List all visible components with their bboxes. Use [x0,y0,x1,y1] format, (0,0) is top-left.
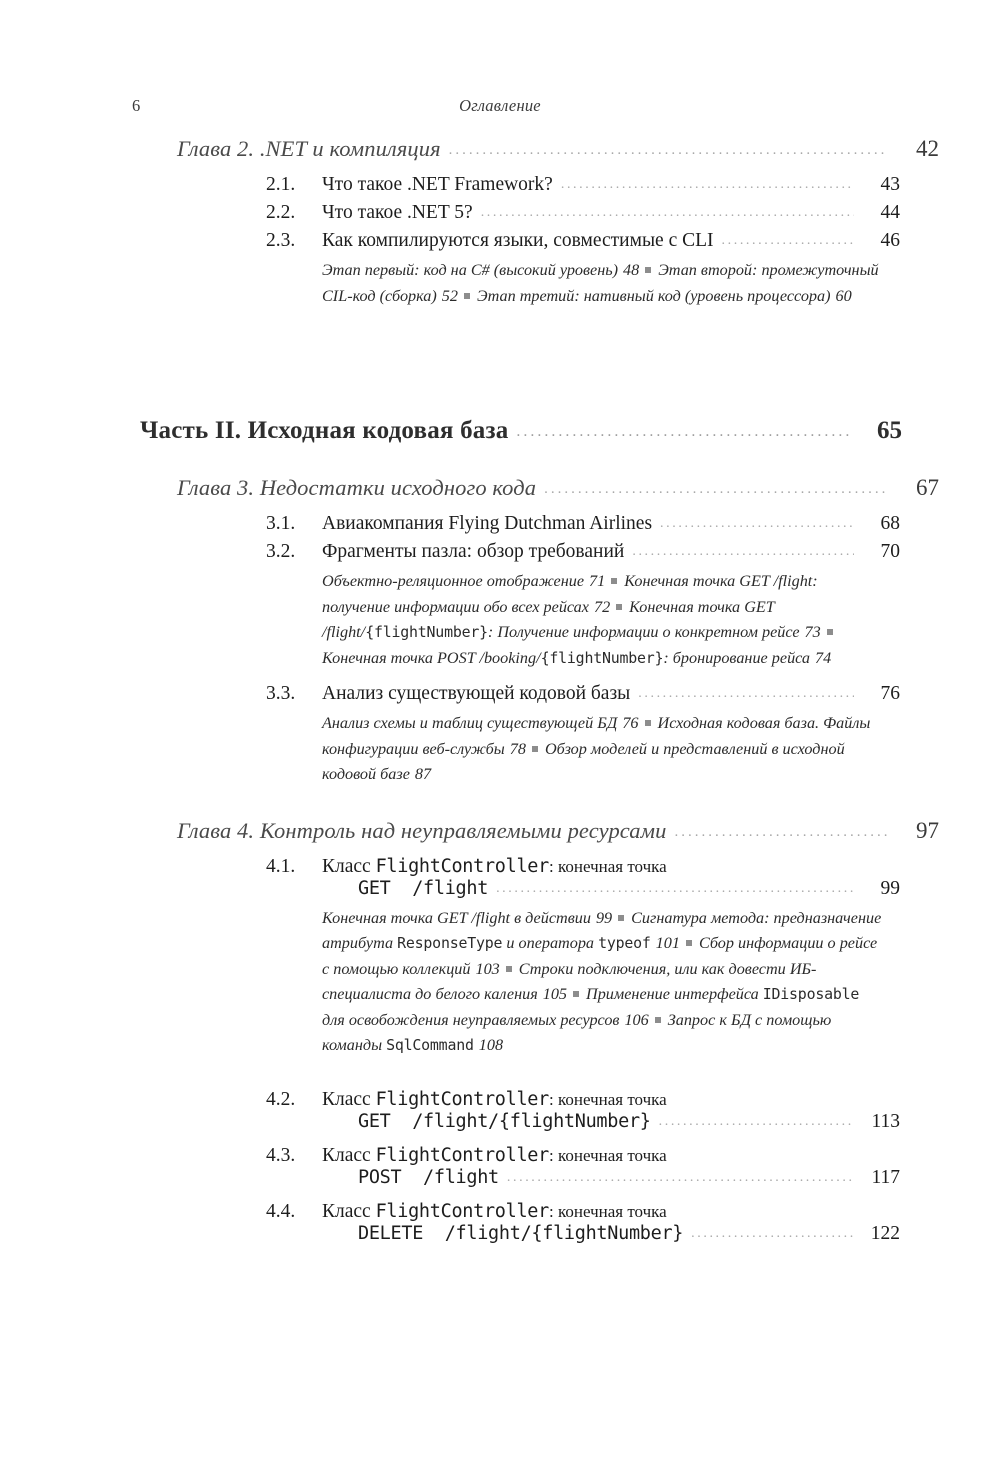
leader-dots [691,1226,854,1242]
section-4-3-tail: : конечная точка [549,1145,667,1165]
section-4-2-lead: Класс [322,1088,376,1110]
section-4-4-page: 122 [870,1222,900,1244]
subentry-page: 72 [593,597,611,616]
section-4-4-number: 4.4. [266,1200,296,1222]
leader-dots [561,177,854,193]
section-3-3-number: 3.3. [266,683,296,704]
section-4-2-class: FlightController [375,1088,549,1110]
subentry: Этап первый: код на C# (высокий уровень) 48 [322,261,640,279]
section-3-2-page: 70 [880,541,900,562]
section-4-3-lead: Класс [322,1144,376,1166]
section-3-2-number: 3.2. [266,541,296,562]
subentry: Обзор моделей и представлений в исходной кодовой базе 87 [322,739,845,783]
section-4-2-number: 4.2. [266,1088,296,1110]
subentry: Исходная кодовая база. Файлы конфигурации веб-службы 78 [322,714,871,758]
part-2-page: 65 [877,417,902,444]
chapter-3-label: Глава 3. Недостатки исходного кода [177,475,537,500]
toc-entry-4-1[interactable] [0,856,1000,900]
section-4-1-page: 99 [880,877,900,899]
separator-square [611,578,617,584]
toc-entry-chapter-3[interactable] [0,475,1000,501]
separator-square [616,604,622,610]
subentry: Анализ схемы и таблиц существующей БД 76 [322,714,639,732]
leader-dots [722,233,854,249]
section-4-2-title [322,1089,900,1111]
section-4-3-endpoint: POST /flight [358,1166,499,1188]
subentry-page: 99 [595,908,613,927]
subentries-3-3 [322,711,882,788]
section-4-2-page: 113 [871,1110,900,1132]
subentry-page: 74 [815,648,832,667]
section-4-1-number: 4.1. [266,855,296,877]
toc-entry-2-3[interactable] [0,230,1000,252]
leader-dots [449,142,887,159]
section-3-3-page: 76 [880,683,900,704]
section-4-1-tail: : конечная точка [549,856,667,876]
section-4-1-title [322,856,900,878]
leader-dots [507,1170,854,1186]
subentries-2-3 [322,258,882,309]
toc-entry-part-2[interactable] [0,417,1000,445]
subentry: Объектно-реляционное отображение 71 [322,572,606,590]
separator-square [686,940,692,946]
toc-entry-4-3[interactable] [0,1145,1000,1189]
chapter-4-page: 97 [916,817,939,843]
section-2-1-number: 2.1. [266,174,296,195]
leader-dots [659,1114,854,1130]
toc-list [0,136,1000,1245]
subentry: Применение интерфейса IDisposable для освобождения неуправляемых ресурсов 106 [322,985,860,1029]
leader-dots [481,205,854,221]
section-4-4-title [322,1201,900,1223]
subentry: Сбор информации о рейсе с помощью коллекций 103 [322,934,878,978]
running-head [132,96,868,120]
leader-dots [496,881,854,897]
part-2-label: Часть II. Исходная кодовая база [140,417,509,444]
chapter-2-label: Глава 2. .NET и компиляция [177,136,441,161]
section-3-1-page: 68 [880,513,900,534]
section-2-1-label: Что такое .NET Framework? [322,174,553,195]
leader-dots [674,824,887,841]
separator-square [827,629,833,635]
separator-square [573,991,579,997]
section-4-4-tail: : конечная точка [549,1201,667,1221]
toc-entry-chapter-4[interactable] [0,818,1000,844]
subentry: Запрос к БД с помощью команды SqlCommand 108 [322,1010,832,1054]
separator-square [506,966,512,972]
subentry: Конечная точка GET /flight/{flightNumber}: Получение информации о конкретном рейсе 73 [322,597,821,641]
section-4-4-endpoint: DELETE /flight/{flightNumber} [358,1222,684,1244]
section-2-2-number: 2.2. [266,202,296,223]
inline-code: IDisposable [762,985,860,1003]
section-4-3-number: 4.3. [266,1144,296,1166]
subentry-page: 60 [835,286,852,305]
leader-dots [638,686,854,702]
separator-square [464,293,470,299]
subentry-page: 101 [655,934,680,952]
toc-entry-2-1[interactable] [0,174,1000,196]
section-2-3-label: Как компилируются языки, совместимые с CLI [322,230,714,251]
toc-entry-2-2[interactable] [0,202,1000,224]
inline-code: SqlCommand [386,1036,474,1054]
section-4-1-lead: Класс [322,855,376,877]
chapter-4-label: Глава 4. Контроль над неуправляемыми ресурсами [177,817,667,843]
subentry: Конечная точка GET /flight: получение информации обо всех рейсах 72 [322,572,818,616]
leader-dots [544,481,887,498]
inline-code: ResponseType [397,934,503,952]
running-head-title: Оглавление [459,96,541,115]
section-2-2-page: 44 [880,202,900,223]
subentry-page: 103 [475,959,500,978]
subentry: Конечная точка GET /flight в действии 99 [322,908,613,927]
section-4-4-class: FlightController [375,1200,549,1222]
separator-square [645,267,651,273]
toc-entry-3-1[interactable] [0,513,1000,535]
subentry-page: 71 [589,572,606,590]
subentry-page: 78 [509,739,526,758]
inline-code: {flightNumber} [540,648,664,667]
section-4-1-class: FlightController [375,855,549,877]
subentry-page: 52 [441,286,458,305]
section-3-1-label: Авиакомпания Flying Dutchman Airlines [322,513,653,534]
leader-dots [660,516,854,532]
toc-entry-4-4[interactable] [0,1201,1000,1245]
section-3-1-number: 3.1. [266,513,296,534]
inline-code: typeof [598,934,651,952]
subentry: Конечная точка POST /booking/{flightNumber}: бронирование рейса 74 [322,648,832,667]
subentry-page: 108 [478,1036,504,1054]
section-4-2-tail: : конечная точка [549,1089,667,1109]
section-2-2-label: Что такое .NET 5? [322,202,473,223]
section-4-4-lead: Класс [322,1200,376,1222]
subentry-page: 76 [622,714,639,732]
subentries-3-2 [322,569,882,671]
section-4-3-title [322,1145,900,1167]
section-2-3-page: 46 [880,230,900,251]
toc-entry-chapter-2[interactable] [0,136,1000,162]
separator-square [645,720,651,726]
leader-dots [516,423,850,441]
subentry: Строки подключения, или как довести ИБ-специалиста до белого каления 105 [322,959,817,1003]
section-4-1-endpoint: GET /flight [358,877,489,899]
toc-entry-4-2[interactable] [0,1089,1000,1133]
subentry-page: 48 [623,261,640,279]
inline-code: {flightNumber} [365,623,488,641]
subentries-4-1 [322,906,882,1059]
separator-square [618,915,624,921]
subentry-page: 106 [624,1010,649,1029]
leader-dots [632,544,854,560]
toc-entry-3-2[interactable] [0,541,1000,563]
subentry-page: 87 [414,765,432,783]
toc-entry-3-3[interactable] [0,683,1000,705]
subentry: Этап второй: промежуточный CIL-код (сборка) 52 [322,261,879,305]
section-2-1-page: 43 [880,174,900,195]
section-4-3-class: FlightController [375,1144,549,1166]
page-folio: 6 [132,96,141,115]
subentry: Этап третий: нативный код (уровень процессора) 60 [476,286,852,305]
section-3-2-label: Фрагменты пазла: обзор требований [322,541,625,562]
section-4-2-endpoint: GET /flight/{flightNumber} [358,1110,651,1132]
subentry-page: 105 [542,985,568,1003]
section-4-3-page: 117 [871,1166,900,1188]
subentry: Сигнатура метода: предназначение атрибута ResponseType и оператора typeof 101 [322,908,882,952]
chapter-2-page: 42 [916,136,939,161]
subentry-page: 73 [804,623,821,641]
section-3-3-label: Анализ существующей кодовой базы [322,683,631,704]
chapter-3-page: 67 [916,475,939,500]
separator-square [532,746,538,752]
section-2-3-number: 2.3. [266,230,296,251]
separator-square [655,1017,661,1023]
